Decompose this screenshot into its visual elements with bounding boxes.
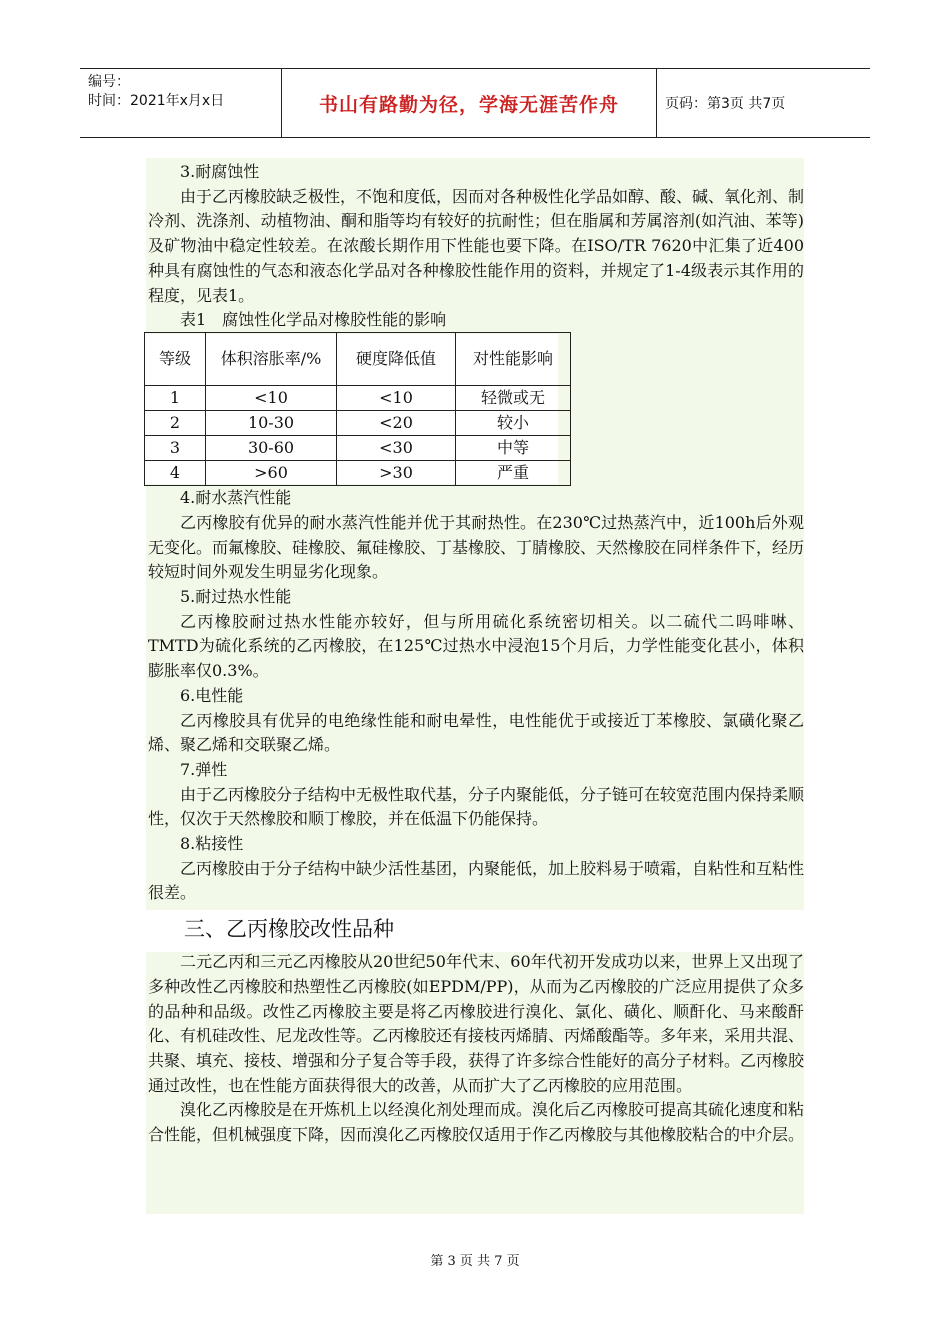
table-caption: 表1 腐蚀性化学品对橡胶性能的影响: [180, 310, 447, 330]
table-cell: <10: [337, 386, 456, 411]
table-cell: 轻微或无: [456, 386, 571, 411]
paragraph-modified-1: 二元乙丙和三元乙丙橡胶从20世纪50年代末、60年代初开发成功以来，世界上又出现了多种改性乙丙橡胶和热塑性乙丙橡胶(如EPDM/PP)，从而为乙丙橡胶的广泛应用提供了众多的品种和品级。改性乙丙橡胶主要是将乙丙橡胶进行溴化、氯化、磺化、顺酐化、马来酸酐化、有机硅改性、尼龙改性等。乙丙橡胶还有接枝丙烯腈、丙烯酸酯等。多年来，采用共混、共聚、填充、接枝、增强和分子复合等手段，获得了许多综合性能好的高分子材料。乙丙橡胶通过改性，也在性能方面获得很大的改善，从而扩大了乙丙橡胶的应用范围。: [148, 952, 805, 1095]
table-header-row: [145, 333, 571, 386]
section-title-adhesion: 8.粘接性: [180, 834, 244, 854]
table-header-cell: 等级: [145, 333, 206, 386]
header-meta: [80, 69, 282, 137]
corrosion-table: [144, 332, 571, 486]
table-cell: <30: [337, 436, 456, 461]
document-body: [148, 160, 804, 1148]
section-title-electrical: 6.电性能: [180, 685, 244, 705]
time-label: 时间：2021年x月x日: [88, 93, 225, 109]
paragraph-hot-water: 乙丙橡胶耐过热水性能亦较好，但与所用硫化系统密切相关。以二硫代二吗啡啉、TMTD为硫化系统的乙丙橡胶，在125℃过热水中浸泡15个月后，力学性能变化甚小，体积膨胀率仅0.3%。: [148, 611, 804, 681]
table-row: [145, 436, 571, 461]
table-row: [145, 411, 571, 436]
table-row: [145, 461, 571, 486]
table-cell: >30: [337, 461, 456, 486]
table-header-cell: 对性能影响: [456, 333, 571, 386]
section-title-corrosion: 3.耐腐蚀性: [180, 162, 260, 181]
section-title-elasticity: 7.弹性: [180, 759, 228, 779]
table-cell: <20: [337, 411, 456, 436]
table-cell: <10: [206, 386, 337, 411]
section-title-hot-water: 5.耐过热水性能: [180, 587, 292, 607]
table-cell: 中等: [456, 436, 571, 461]
paragraph-steam: 乙丙橡胶有优异的耐水蒸汽性能并优于其耐热性。在230℃过热蒸汽中，近100h后外观无变化。而氟橡胶、硅橡胶、氟硅橡胶、丁基橡胶、丁腈橡胶、天然橡胶在同样条件下，经历较短时间外观发生明显劣化现象。: [148, 512, 805, 582]
chapter-heading-modified-varieties: 三、乙丙橡胶改性品种: [184, 917, 394, 942]
paragraph-corrosion: 由于乙丙橡胶缺乏极性，不饱和度低，因而对各种极性化学品如醇、酸、碱、氧化剂、制冷剂、洗涤剂、动植物油、酮和脂等均有较好的抗耐性；但在脂属和芳属溶剂(如汽油、苯等)及矿物油中稳定性较差。在浓酸长期作用下性能也要下降。在ISO/TR 7620中汇集了近400种具有腐蚀性的气态和液态化学品对各种橡胶性能作用的资料，并规定了1-4级表示其作用的程度，见表1。: [148, 186, 805, 305]
table-cell: 30-60: [206, 436, 337, 461]
table-cell: 3: [145, 436, 206, 461]
section-title-steam: 4.耐水蒸汽性能: [180, 488, 292, 508]
header-motto: 书山有路勤为径，学海无涯苦作舟: [282, 69, 657, 137]
serial-label: 编号：: [88, 74, 130, 90]
paragraph-electrical: 乙丙橡胶具有优异的电绝缘性能和耐电晕性，电性能优于或接近丁苯橡胶、氯磺化聚乙烯、聚乙烯和交联聚乙烯。: [148, 710, 804, 755]
page-header: [80, 68, 870, 138]
table-cell: 4: [145, 461, 206, 486]
table-row: [145, 386, 571, 411]
table-header-cell: 硬度降低值: [337, 333, 456, 386]
page-footer: 第 3 页 共 7 页: [430, 1254, 520, 1269]
table-cell: >60: [206, 461, 337, 486]
paragraph-modified-2: 溴化乙丙橡胶是在开炼机上以经溴化剂处理而成。溴化后乙丙橡胶可提高其硫化速度和粘合性能，但机械强度下降，因而溴化乙丙橡胶仅适用于作乙丙橡胶与其他橡胶粘合的中介层。: [148, 1100, 805, 1145]
header-page-info: 页码：第3页 共7页: [665, 96, 786, 112]
table-cell: 10-30: [206, 411, 337, 436]
table-header-cell: 体积溶胀率/%: [206, 333, 337, 386]
paragraph-adhesion: 乙丙橡胶由于分子结构中缺少活性基团，内聚能低，加上胶料易于喷霜，自粘性和互粘性很差。: [148, 858, 805, 903]
paragraph-elasticity: 由于乙丙橡胶分子结构中无极性取代基，分子内聚能低，分子链可在较宽范围内保持柔顺性，仅次于天然橡胶和顺丁橡胶，并在低温下仍能保持。: [148, 784, 805, 829]
table-cell: 1: [145, 386, 206, 411]
table-cell: 严重: [456, 461, 571, 486]
table-cell: 2: [145, 411, 206, 436]
table-cell: 较小: [456, 411, 571, 436]
